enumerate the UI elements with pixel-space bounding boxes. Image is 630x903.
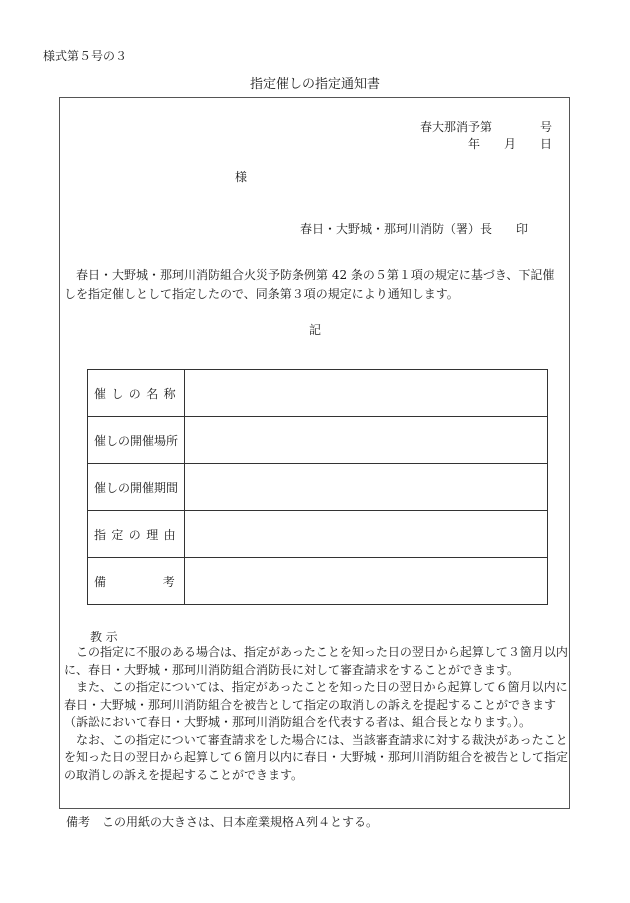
table-row [88,558,548,605]
form-number: 様式第５号の３ [43,49,128,63]
event-name-label: 催しの名称 [88,370,185,417]
addressee: 様 [235,170,248,184]
footer-note: 備考 この用紙の大きさは、日本産業規格Ａ列４とする。 [66,815,379,829]
designation-reason-value[interactable] [184,511,547,558]
remarks-value[interactable] [184,558,547,605]
document-number: 春大那消予第 号 [419,120,552,134]
notice-body [64,644,569,784]
document-title: 指定催しの指定通知書 [249,77,380,92]
remarks-label [88,558,185,605]
event-venue-value[interactable] [184,417,547,464]
event-venue-label: 催しの開催場所 [88,417,185,464]
table-row [88,417,548,464]
notice-heading: 教示 [90,630,122,644]
remarks-label-left: 備 [94,574,107,589]
issuer: 春日・大野城・那珂川消防（署）長 印 [300,222,529,236]
event-details-table [87,369,548,605]
table-row [88,464,548,511]
designation-reason-label: 指定の理由 [88,511,185,558]
notice-paragraph: この指定に不服のある場合は、指定があったことを知った日の翌日から起算して３箇月以内に、春日・大野城・那珂川消防組合消防長に対して審査請求をすることができます。 [64,645,568,677]
event-name-value[interactable] [184,370,547,417]
table-row [88,511,548,558]
notice-paragraph: なお、この指定について審査請求をした場合には、当該審査請求に対する裁決があったことを知った日の翌日から起算して６箇月以内に春日・大野城・那珂川消防組合を被告として指定の取消しの訴えを提起することができます。 [64,732,569,782]
notice-paragraph: また、この指定については、指定があったことを知った日の翌日から起算して６箇月以内に春日・大野城・那珂川消防組合を被告として指定の取消しの訴えを提起することができます（訴訟において春日・大野城・那珂川消防組合を代表する者は、組合長となります。）。 [64,680,568,729]
table-row [88,370,548,417]
body-paragraph: 春日・大野城・那珂川消防組合火災予防条例第 42 条の５第１項の規定に基づき、下記催しを指定催しとして指定したので、同条第３項の規定により通知します。 [64,268,555,301]
event-period-label: 催しの開催期間 [88,464,185,511]
issue-date: 年 月 日 [467,137,552,151]
event-period-value[interactable] [184,464,547,511]
ki-heading: 記 [308,323,321,337]
remarks-label-right: 考 [162,574,175,589]
